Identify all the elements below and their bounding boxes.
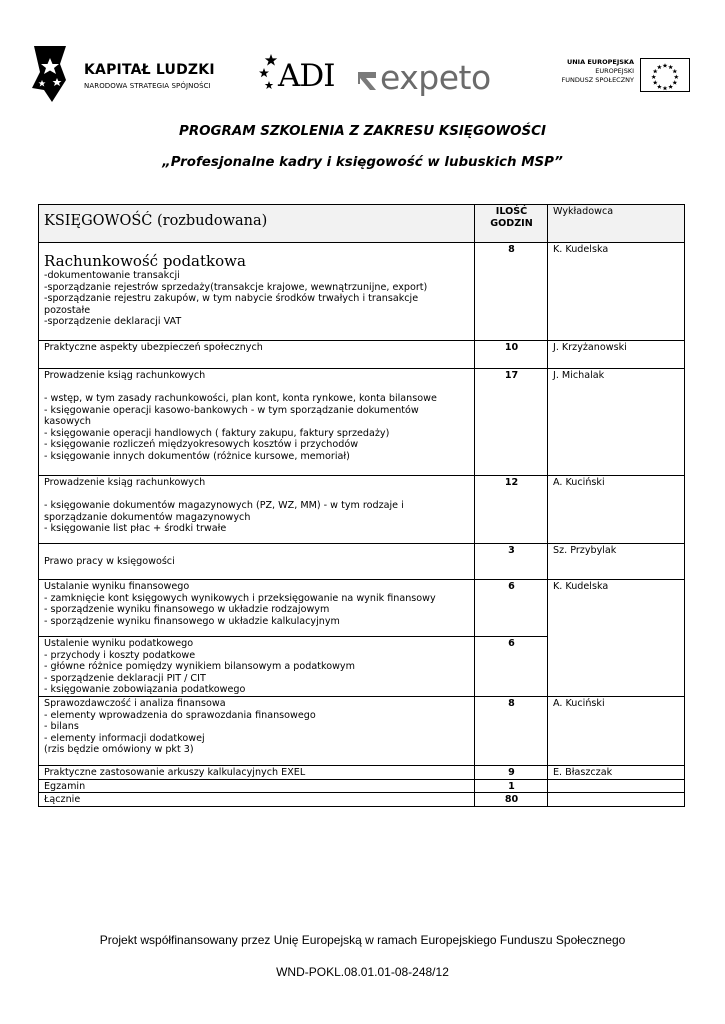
eu-line-2: EUROPEJSKI (595, 67, 634, 75)
topic-title: Prowadzenie ksiąg rachunkowych (44, 370, 206, 381)
topic-title: Prawo pracy w księgowości (44, 556, 175, 567)
header-hours-line1: ILOŚĆ (495, 206, 528, 217)
eu-line-1: UNIA EUROPEJSKA (566, 58, 634, 66)
topic-line: -sporządzanie rejestrów sprzedaży(transakcje krajowe, wewnątrzunijne, export) (44, 281, 428, 293)
kapital-ludzki-logo (30, 44, 220, 104)
topic-cell (39, 369, 475, 476)
lecturer-cell: A. Kuciński (548, 697, 685, 766)
topic-title: Ustalanie wyniku finansowego (44, 581, 190, 592)
hours-cell: 1 (475, 779, 548, 793)
table-row (39, 243, 685, 341)
topic-line: - elementy informacji dodatkowej (44, 732, 205, 744)
topic-line: (rzis będzie omówiony w pkt 3) (44, 744, 194, 755)
topic-title: Sprawozdawczość i analiza finansowa (44, 698, 226, 709)
lecturer-cell: J. Krzyżanowski (548, 341, 685, 369)
header-topic-cell (39, 205, 475, 243)
topic-line: - księgowanie operacji handlowych ( faktury zakupu, faktury sprzedaży) (44, 427, 390, 439)
lecturer-cell: A. Kuciński (548, 476, 685, 544)
lecturer-cell: Sz. Przybylak (548, 544, 685, 580)
topic-line: - główne różnice pomiędzy wynikiem bilansowym a podatkowym (44, 661, 355, 672)
expeto-wordmark: expeto (380, 58, 491, 97)
topic-line: pozostałe (44, 304, 91, 316)
topic-cell: Łącznie (39, 793, 475, 807)
adi-logo (258, 54, 338, 98)
cofinancing-note: Projekt współfinansowany przez Unię Europejską w ramach Europejskiego Funduszu Społecznego (99, 933, 626, 947)
lecturer-cell: K. Kudelska (548, 580, 685, 697)
program-title: PROGRAM SZKOLENIA Z ZAKRESU KSIĘGOWOŚCI (179, 124, 546, 139)
topic-line: -sporządzenie deklaracji VAT (44, 316, 182, 327)
program-subtitle: „Profesjonalne kadry i księgowość w lubuskich MSP” (162, 155, 563, 170)
topic-cell (39, 580, 475, 637)
topic-cell (39, 243, 475, 341)
topic-line: - księgowanie rozliczeń międzyokresowych kosztów i przychodów (44, 439, 359, 450)
topic-title: Ustalenie wyniku podatkowego (44, 638, 194, 649)
topic-line: - księgowanie dokumentów magazynowych (PZ, WZ, MM) - w tym rodzaje i (44, 500, 404, 511)
table-title: KSIĘGOWOŚĆ (rozbudowana) (44, 213, 268, 229)
kapital-ludzki-tagline: NARODOWA STRATEGIA SPÓJNOŚCI (84, 82, 211, 90)
table-row (39, 697, 685, 766)
program-table (38, 204, 685, 807)
hours-cell: 12 (475, 476, 548, 544)
topic-line: -dokumentowanie transakcji (44, 270, 180, 281)
topic-line: - sporządzenie wyniku finansowego w układzie rodzajowym (44, 604, 330, 615)
hours-cell: 9 (475, 766, 548, 780)
topic-line: - przychody i koszty podatkowe (44, 649, 196, 661)
lecturer-cell: E. Błaszczak (548, 766, 685, 780)
topic-line: -sporządzanie rejestru zakupów, w tym nabycie środków trwałych i transakcje (44, 293, 419, 304)
table-row (39, 544, 685, 580)
hours-cell: 3 (475, 544, 548, 580)
hours-cell: 6 (475, 580, 548, 637)
header-hours-line2: GODZIN (490, 217, 533, 229)
table-row (39, 580, 685, 637)
project-number: WND-POKL.08.01.01-08-248/12 (276, 965, 449, 979)
topic-cell (39, 637, 475, 697)
header-hours-cell (475, 205, 548, 243)
topic-line: - księgowanie list płac + środki trwałe (44, 523, 227, 534)
table-row (39, 766, 685, 780)
topic-line: - księgowanie innych dokumentów (różnice kursowe, memoriał) (44, 450, 350, 462)
hours-cell: 10 (475, 341, 548, 369)
expeto-arrow-icon (356, 70, 378, 92)
topic-line: - bilans (44, 721, 79, 732)
topic-cell: Praktyczne zastosowanie arkuszy kalkulacyjnych EXEL (39, 766, 475, 780)
eu-line-3: FUNDUSZ SPOŁECZNY (561, 76, 634, 84)
table-row (39, 476, 685, 544)
topic-line: - wstęp, w tym zasady rachunkowości, plan kont, konta rynkowe, konta bilansowe (44, 393, 437, 404)
topic-line: - sporządzenie wyniku finansowego w układzie kalkulacyjnym (44, 615, 340, 627)
expeto-logo (356, 60, 516, 104)
hours-cell: 6 (475, 637, 548, 697)
topic-line: - elementy wprowadzenia do sprawozdania finansowego (44, 709, 316, 721)
topic-cell (39, 544, 475, 580)
lecturer-cell (548, 793, 685, 807)
topic-cell: Egzamin (39, 779, 475, 793)
topic-line: sporządzanie dokumentów magazynowych (44, 511, 251, 523)
topic-cell: Praktyczne aspekty ubezpieczeń społecznych (39, 341, 475, 369)
topic-title: Prowadzenie ksiąg rachunkowych (44, 477, 206, 488)
topic-line: kasowych (44, 416, 92, 427)
kapital-ludzki-name: KAPITAŁ LUDZKI (84, 62, 215, 78)
adi-wordmark: ADI (278, 58, 335, 94)
eu-flag-icon (640, 58, 690, 92)
topic-line: - księgowanie zobowiązania podatkowego (44, 684, 246, 695)
table-header-row (39, 205, 685, 243)
kapital-ludzki-emblem-icon (30, 44, 70, 104)
lecturer-cell: J. Michalak (548, 369, 685, 476)
header-lecturer-cell: Wykładowca (548, 205, 685, 243)
topic-cell (39, 697, 475, 766)
topic-line: - sporządzenie deklaracji PIT / CIT (44, 672, 206, 684)
lecturer-cell: K. Kudelska (548, 243, 685, 341)
lecturer-cell (548, 779, 685, 793)
topic-line: - zamknięcie kont księgowych wynikowych i przeksięgowanie na wynik finansowy (44, 592, 436, 604)
hours-cell: 8 (475, 243, 548, 341)
table-row (39, 793, 685, 807)
eu-text (556, 58, 634, 85)
hours-cell: 80 (475, 793, 548, 807)
hours-cell: 17 (475, 369, 548, 476)
eu-logo (556, 58, 696, 98)
topic-cell (39, 476, 475, 544)
table-row (39, 369, 685, 476)
hours-cell: 8 (475, 697, 548, 766)
section-heading: Rachunkowość podatkowa (44, 252, 246, 270)
topic-line: - księgowanie operacji kasowo-bankowych - w tym sporządzanie dokumentów (44, 404, 419, 416)
table-row (39, 779, 685, 793)
table-row (39, 341, 685, 369)
